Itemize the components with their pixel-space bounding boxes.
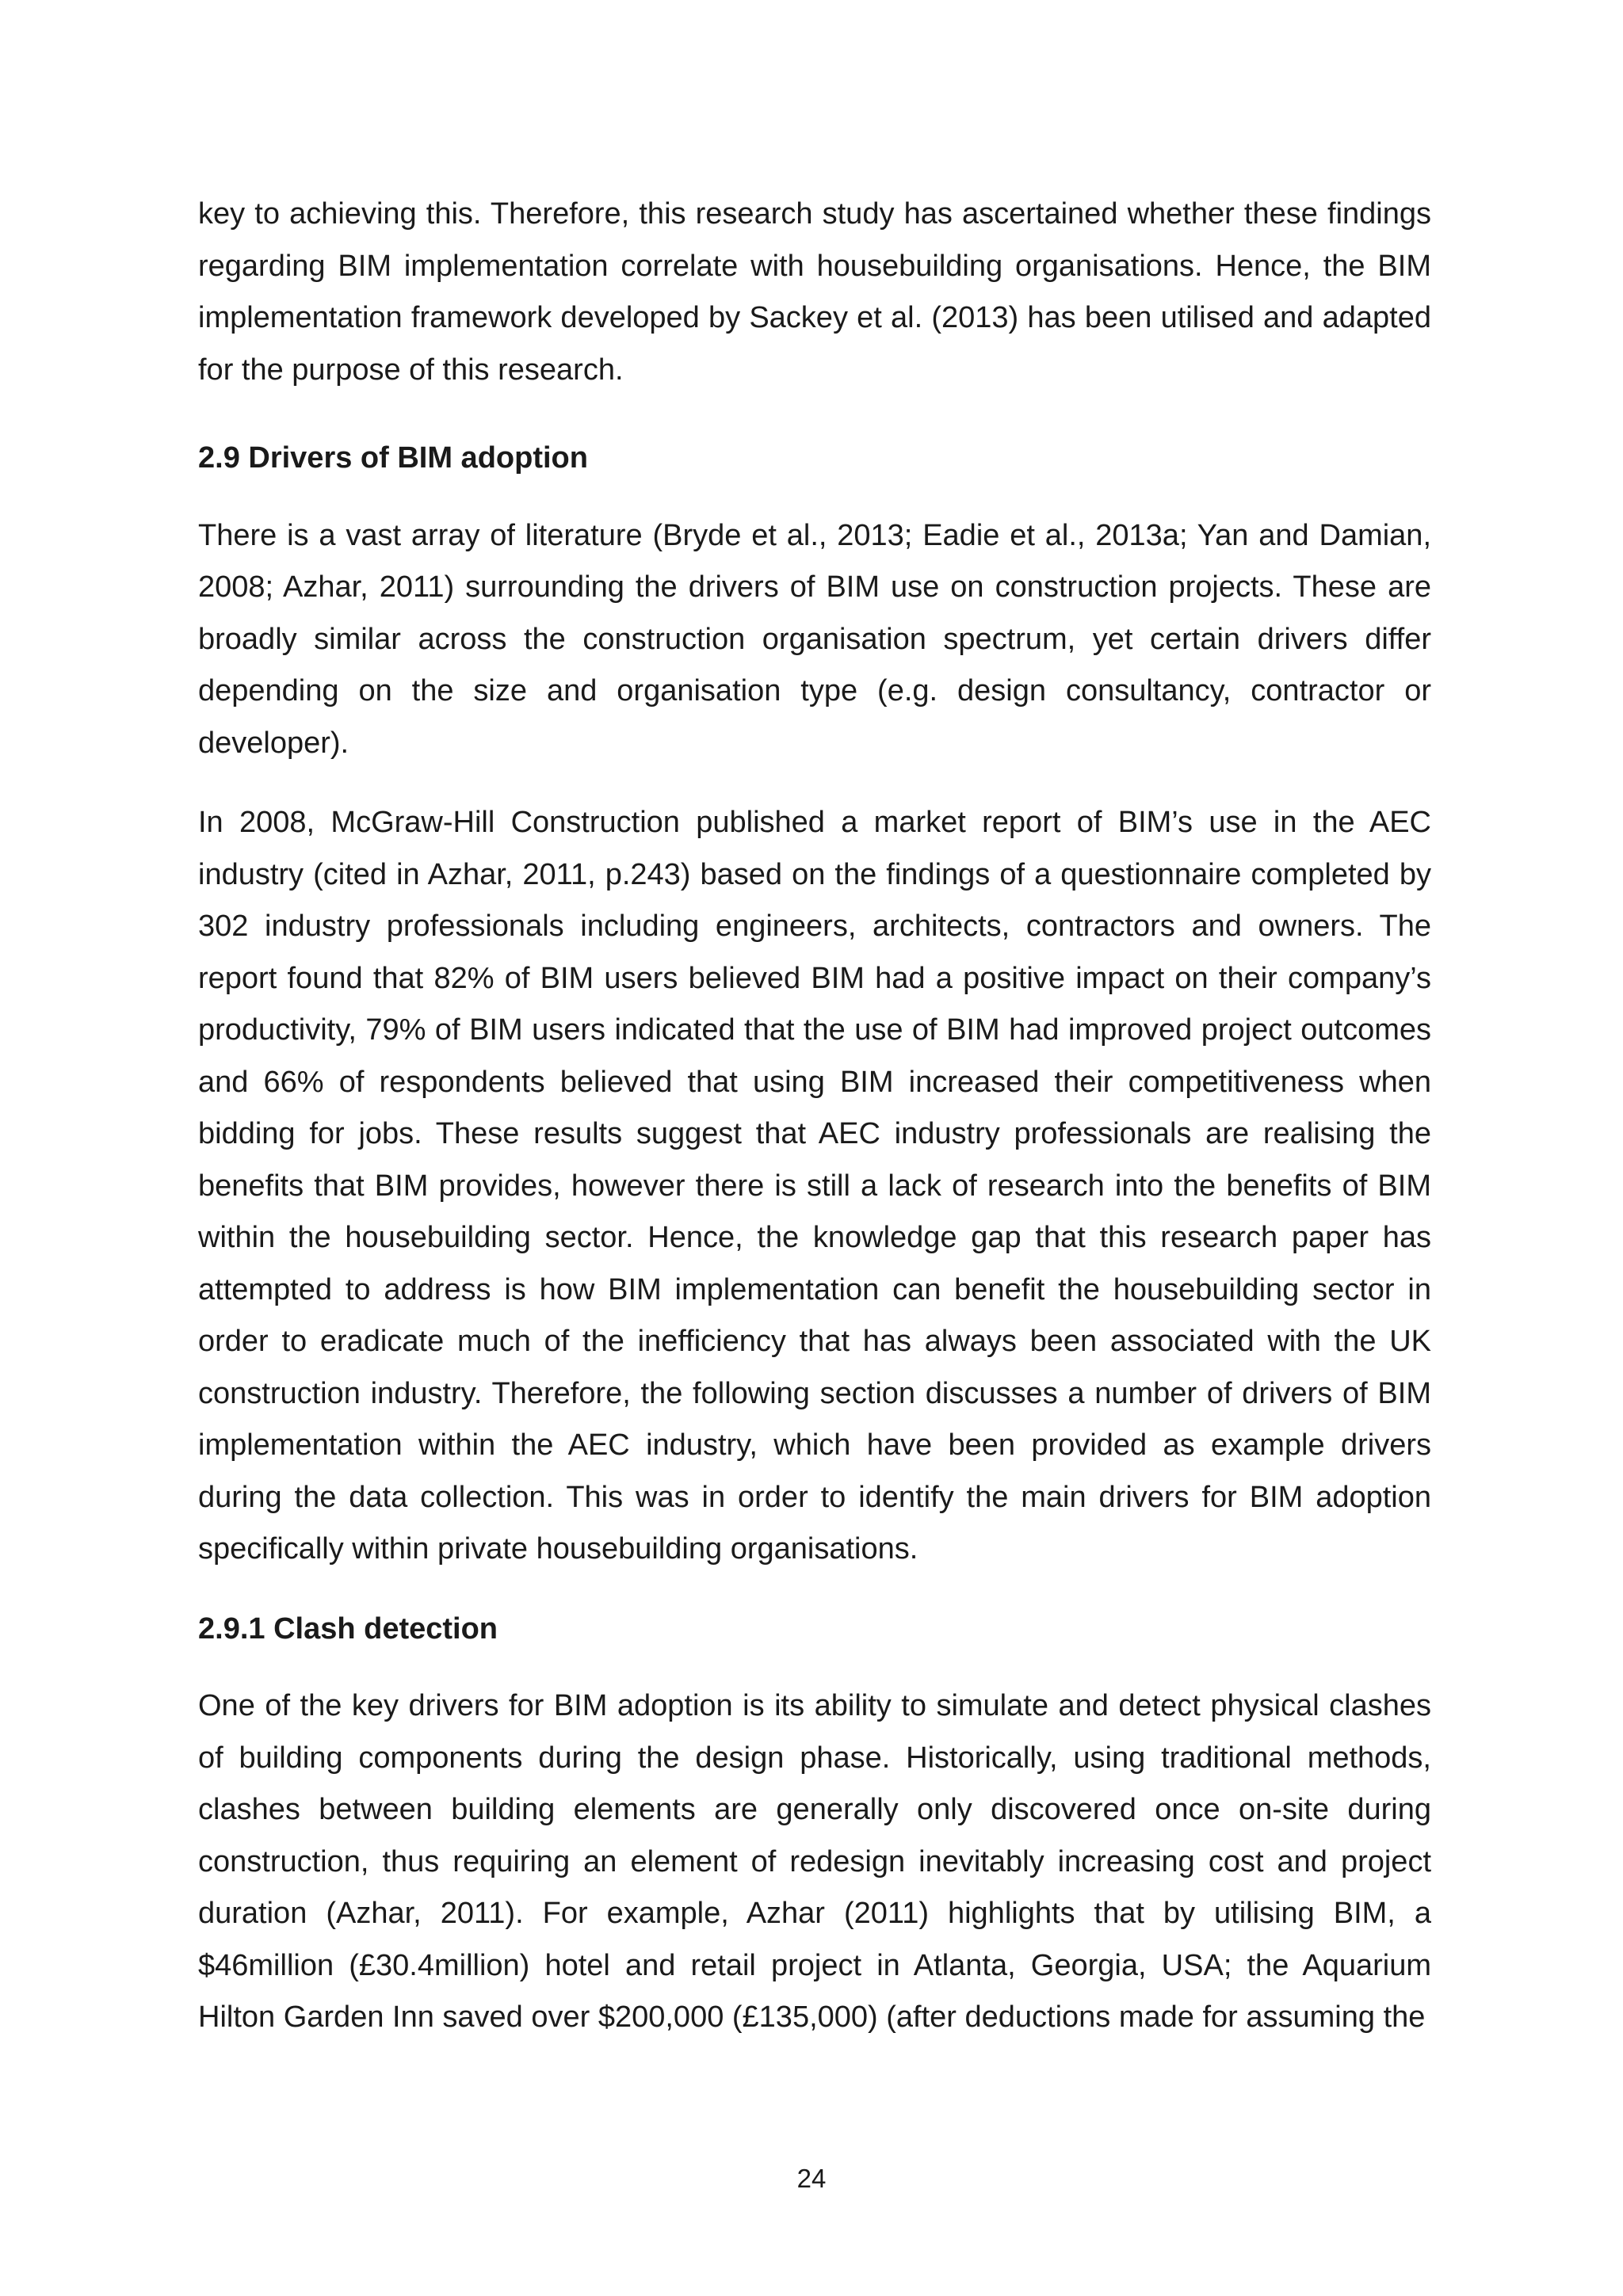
clash-detection-paragraph: One of the key drivers for BIM adoption is its ability to simulate and detect physical clashes of building components during the design phase. Historically, using traditional methods, clashes between building elements are generally only discovered once on-site during construction, thus requiring an element of redesign inevitably increasing cost and project duration (Azhar, 2011). For example, Azhar (2011) highlights that by utilising BIM, a $46million (£30.4million) hotel and retail project in Atlanta, Georgia, USA; the Aquarium Hilton Garden Inn saved over $200,000 (£135,000) (after deductions made for assuming the bbox=[198, 1689, 1431, 2034]
intro-paragraph: key to achieving this. Therefore, this research study has ascertained whether these findings regarding BIM implementation correlate with housebuilding organisations. Hence, the BIM implementation framework developed by Sackey et al. (2013) has been utilised and adapted for the purpose of this research. bbox=[198, 197, 1431, 387]
mcgraw-hill-report-paragraph: In 2008, McGraw-Hill Construction published a market report of BIM’s use in the AEC industry (cited in Azhar, 2011, p.243) based on the findings of a questionnaire completed by 302 industry professionals including engineers, architects, contractors and owners. The report found that 82% of BIM users believed BIM had a positive impact on their company’s productivity, 79% of BIM users indicated that the use of BIM had improved project outcomes and 66% of respondents believed that using BIM increased their competitiveness when bidding for jobs. These results suggest that AEC industry professionals are realising the benefits that BIM provides, however there is still a lack of research into the benefits of BIM within the housebuilding sector. Hence, the knowledge gap that this research paper has attempted to address is how BIM implementation can benefit the housebuilding sector in order to eradicate much of the inefficiency that has always been associated with the UK construction industry. Therefore, the following section discusses a number of drivers of BIM implementation within the AEC industry, which have been provided as example drivers during the data collection. This was in order to identify the main drivers for BIM adoption specifically within private housebuilding organisations. bbox=[198, 806, 1431, 1566]
section-heading-clash-detection: 2.9.1 Clash detection bbox=[198, 1611, 498, 1646]
drivers-literature-paragraph: There is a vast array of literature (Bryde et al., 2013; Eadie et al., 2013a; Yan and Damian, 2008; Azhar, 2011) surrounding the drivers of BIM use on construction projects. These are broadly similar across the construction organisation spectrum, yet certain drivers differ depending on the size and organisation type (e.g. design consultancy, contractor or developer). bbox=[198, 518, 1431, 760]
section-heading-drivers-of-bim-adoption: 2.9 Drivers of BIM adoption bbox=[198, 441, 588, 475]
page-content bbox=[198, 189, 1431, 2044]
page-number: 24 bbox=[796, 2164, 827, 2193]
